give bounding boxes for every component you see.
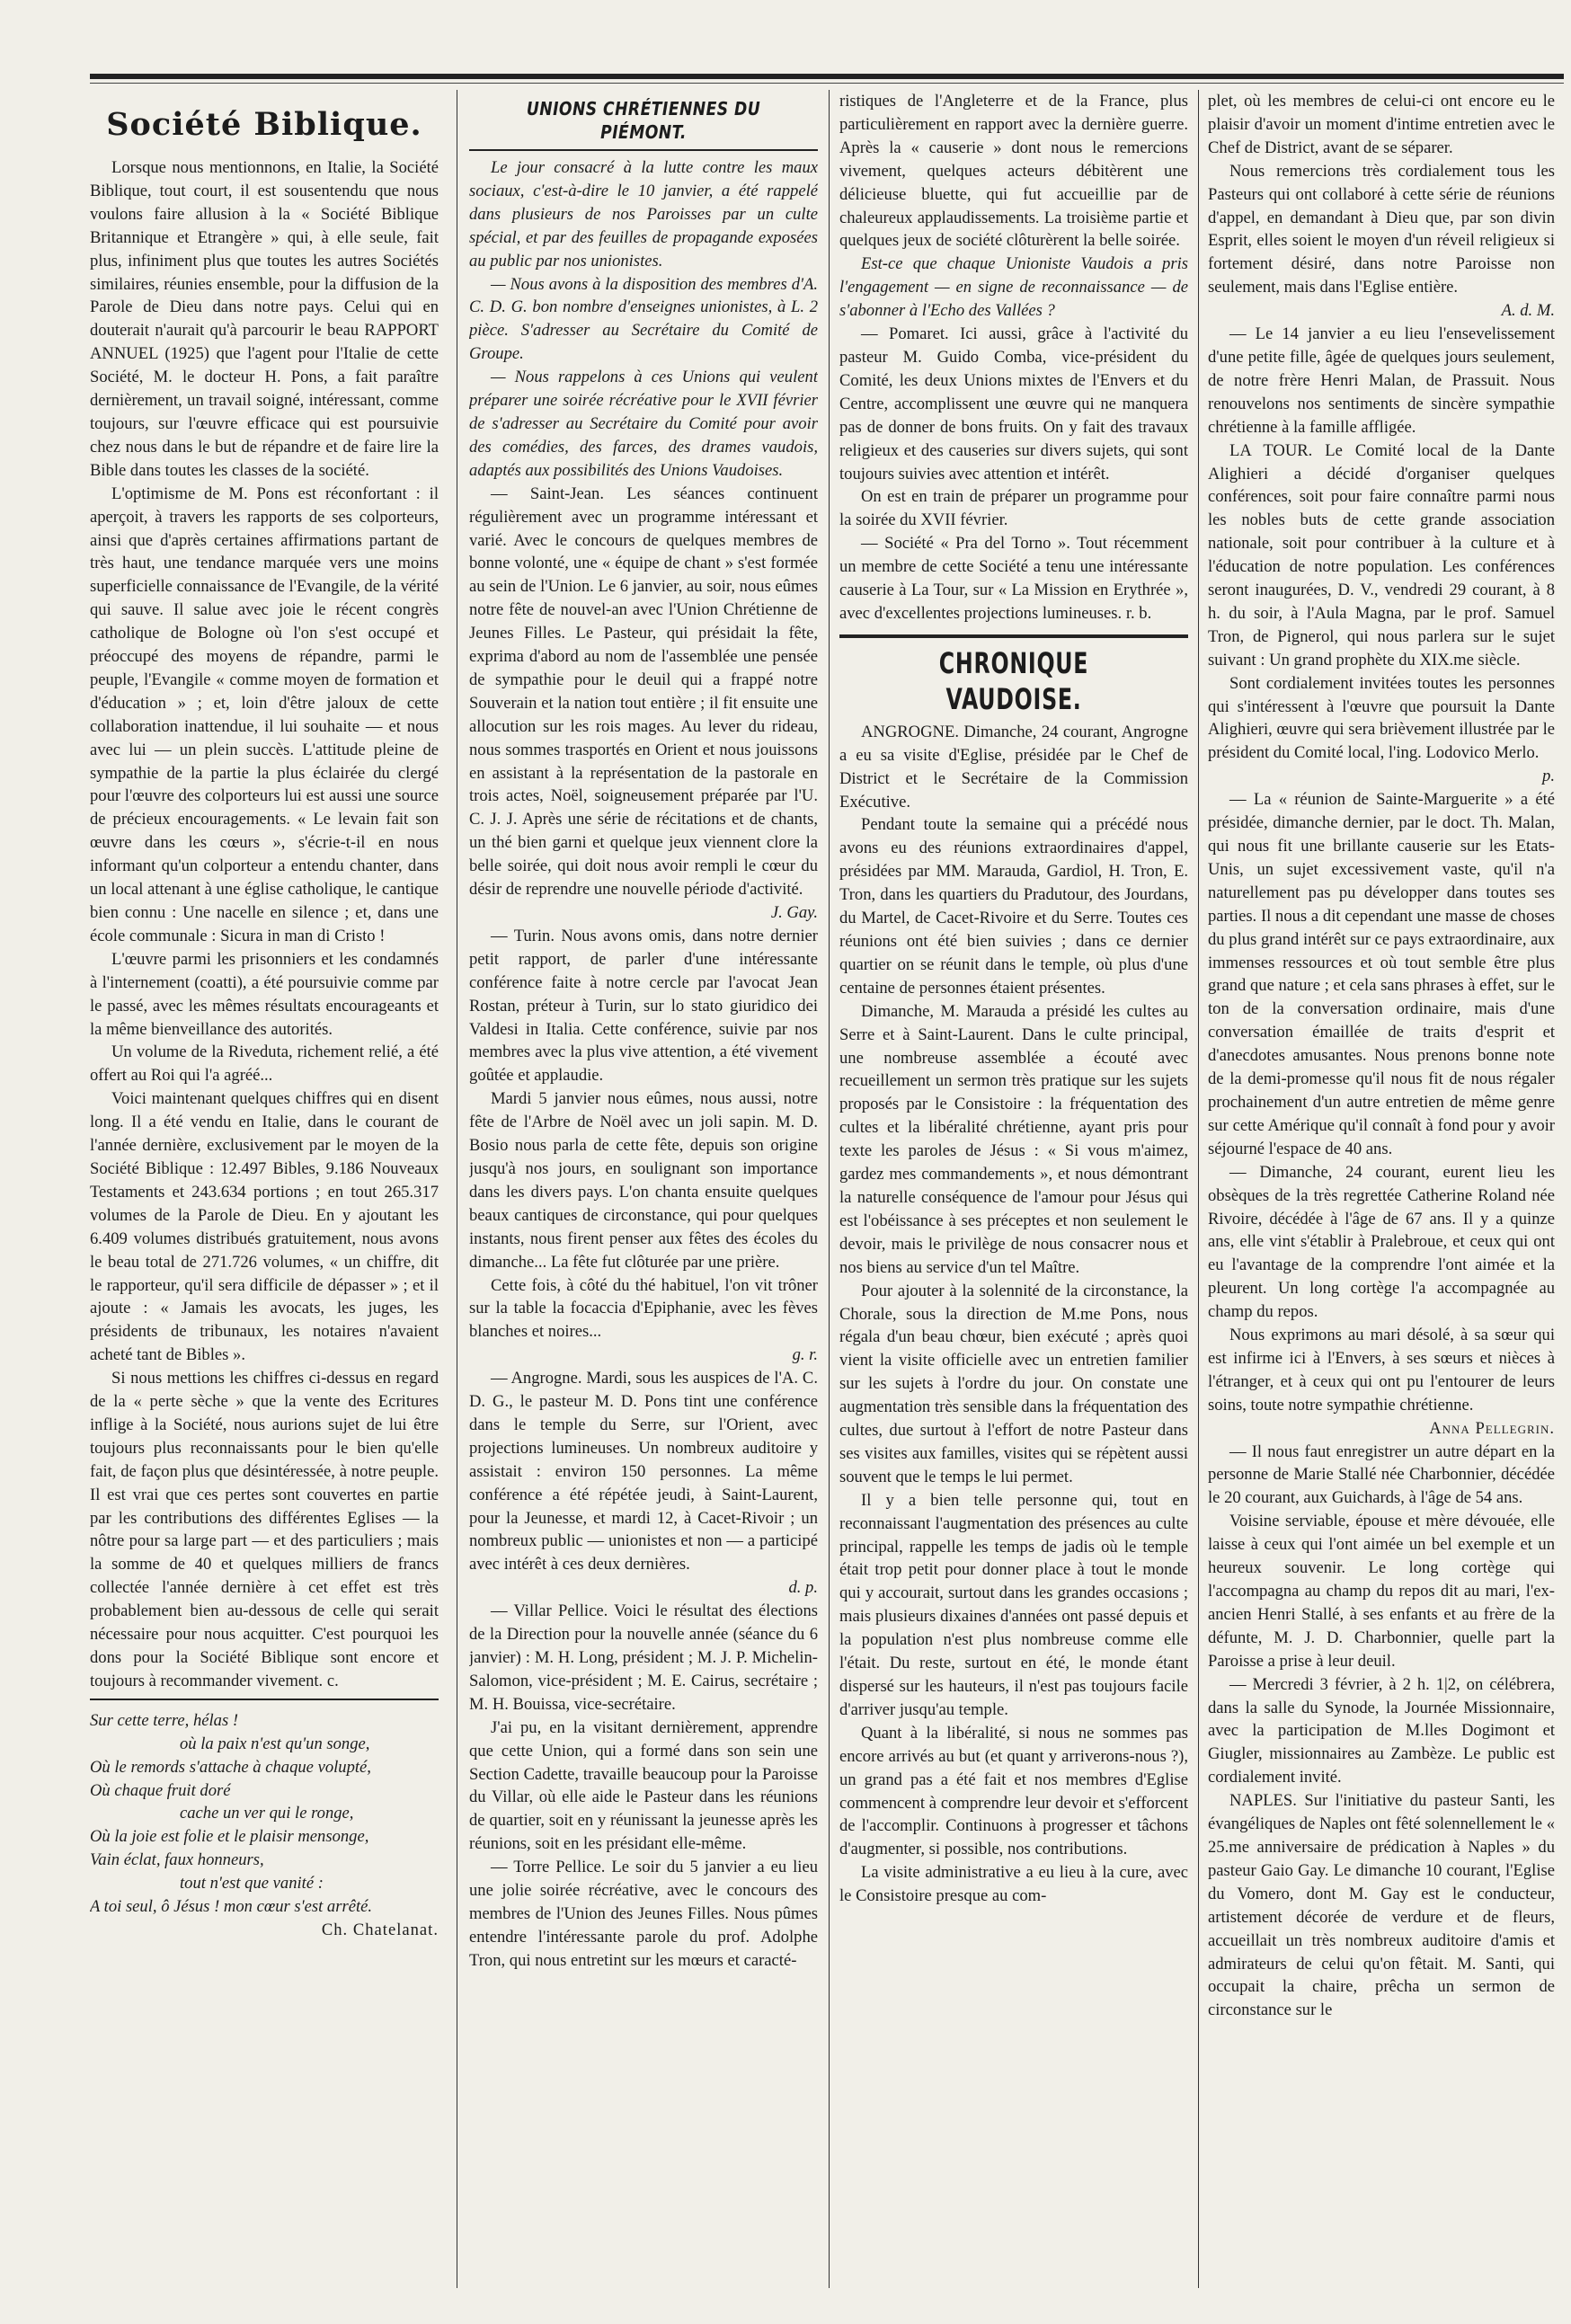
poem-author: Ch. Chatelanat.: [321, 1920, 439, 1939]
poem-line: A toi seul, ô Jésus ! mon cœur s'est arrêté.: [90, 1897, 373, 1917]
poem-line: Où le remords s'attache à chaque volupté,: [90, 1757, 371, 1777]
paragraph: Est-ce que chaque Unioniste Vaudois a pris l'engagement — en signe de reconnaissance — de s'abonner à l'Echo des Vallées ?: [839, 254, 1188, 321]
paragraph: plet, où les membres de celui-ci ont encore eu le plaisir d'avoir un moment d'intime entretien avec le Chef de District, avant de se séparer.: [1208, 92, 1555, 157]
paragraph: — Torre Pellice. Le soir du 5 janvier a eu lieu une jolie soirée récréative, avec le concours des membres de l'Union des Jeunes Filles. Nous pûmes entendre l'intéressante parole du prof. Adolphe Tron, qui nous entretint sur les mœurs et caracté-: [469, 1858, 818, 1970]
article-title-unions-chretiennes: UNIONS CHRÉTIENNES DU PIÉMONT.: [526, 98, 761, 143]
paragraph: — Pomaret. Ici aussi, grâce à l'activité du pasteur M. Guido Comba, vice-président du Comité, les deux Unions mixtes de l'Envers et du Centre, accomplissent une œuvre qui ne manquera pas de donner de bons fruits. On y fait des travaux religieux et des causeries sur divers sujets, qui sont toujours suivies avec attention et intérêt.: [839, 324, 1188, 483]
paragraph: Sont cordialement invitées toutes les personnes qui s'intéressent à l'œuvre que poursuit la Dante Alighieri, œuvre qui sera brièvement illustrée par le président du Comité local, l'ing. Lodovico Merlo.: [1208, 673, 1555, 763]
poem-line: Sur cette terre, hélas !: [90, 1710, 239, 1730]
paragraph: Nous exprimons au mari désolé, à sa sœur qui est infirme ici à l'Envers, à ses sœurs et nièces à l'étranger, et à ceux qui ont pu l'entourer de leurs soins, toute notre sympathie chrétienne.: [1208, 1326, 1555, 1415]
poem-line: où la paix n'est qu'un songe,: [180, 1734, 370, 1753]
poem-line: cache un ver qui le ronge,: [180, 1804, 354, 1823]
section-rule: [90, 1699, 439, 1700]
signature: p.: [1542, 767, 1555, 786]
paragraph: NAPLES. Sur l'initiative du pasteur Santi, les évangéliques de Naples ont fêté solennellement le « 25.me anniversaire de prédication à Naples » du pasteur Gaio Gay. Le dimanche 10 courant, l'Eglise du Vomero, dont M. Gay est le conducteur, artistement décorée de verdure et de fleurs, accueillait un très nombreux auditoire d'amis et admirateurs de celui qu'on fêtait. M. Santi, qui occupait la chaire, prêcha un sermon de circonstance sur le: [1208, 1791, 1555, 2020]
article-title-chronique-vaudoise: CHRONIQUE VAUDOISE.: [938, 645, 1089, 716]
paragraph: — Nous avons à la disposition des membres d'A. C. D. G. bon nombre d'enseignes unionistes, à L. 2 pièce. S'adresser au Secrétaire du Comité de Groupe.: [469, 274, 818, 364]
paragraph: Cette fois, à côté du thé habituel, l'on vit trôner sur la table la focaccia d'Epiphanie, avec les fèves blanches et noires...: [469, 1275, 818, 1342]
paragraph: Pour ajouter à la solennité de la circonstance, la Chorale, sous la direction de M.me Pons, nous régala d'un beau chœur, bien exécuté ; après quoi vient la visite officielle avec un entretien familier sur les sujets à l'ordre du jour. On constate une augmentation très sensible dans la fréquentation des cultes, due surtout à l'effort de notre Pasteur dans ses visites aux familles, visites qui se répètent aussi souvent que le temps le lui permet.: [839, 1281, 1188, 1486]
signature: J. Gay.: [770, 903, 818, 922]
paragraph: Un volume de la Riveduta, richement relié, a été offert au Roi qui l'a agréé...: [90, 1042, 439, 1086]
paragraph: — Société « Pra del Torno ». Tout récemment un membre de cette Société a tenu une intéressante causerie à La Tour, sur « La Mission en Erythrée », avec d'excellentes projections lumineuses. r. b.: [839, 534, 1188, 623]
paragraph: — Le 14 janvier a eu lieu l'ensevelissement d'une petite fille, âgée de quelques jours seulement, de notre frère Henri Malan, de Prassuit. Nous renouvelons nos sentiments de sincère sympathie chrétienne à la famille affligée.: [1208, 324, 1555, 437]
paragraph: ANGROGNE. Dimanche, 24 courant, Angrogne a eu sa visite d'Eglise, présidée par le Chef de District et le Secrétaire de la Commission Exécutive.: [839, 722, 1188, 812]
paragraph: L'optimisme de M. Pons est réconfortant : il aperçoit, à travers les rapports de ses colporteurs, ainsi que d'après certaines affirmations partant de très haut, une tendance marquée vers une moins superficielle connaissance de l'Evangile, de la vérité qui sauve. Il salue avec joie le récent congrès catholique de Bologne où l'on s'est occupé et préoccupé des moyens de répandre, parmi le peuple, l'Evangile « comme moyen de formation et d'éducation » ; et, loin d'être jaloux de cette collaboration inattendue, il lui souhaite — et nous avec lui — un plein succès. L'attitude pleine de sympathie de la partie la plus éclairée du clergé pour l'œuvre des colporteurs lui est aussi une source de précieux encouragements. « Le levain fait son œuvre dans les cœurs », s'écrie-t-il en nous informant qu'un colporteur a entendu chanter, dans un local attenant à une église catholique, le cantique bien connu : Une nacelle en silence ; et, dans une école communale : Sicura in man di Cristo !: [90, 483, 439, 945]
column-divider: [829, 90, 830, 2288]
paragraph: Il y a bien telle personne qui, tout en reconnaissant l'augmentation des présences au culte principal, rappelle les temps de jadis où le temple était trop petit pour donner place à tout le monde qui y accourait, surtout dans les grandes occasions ; mais plusieurs dixaines d'années ont passé depuis et la population n'est plus nombreuse comme elle l'était. Du reste, surtout en été, le monde étant dispersé sur les hauteurs, il n'est pas toujours facile d'arriver jusqu'au temple.: [839, 1490, 1188, 1719]
column-3: [839, 90, 1188, 2284]
paragraph: — Angrogne. Mardi, sous les auspices de l'A. C. D. G., le pasteur M. D. Pons tint une conférence dans le temple du Serre, sur l'Orient, avec projections lumineuses. Un nombreux auditoire y assistait : environ 150 personnes. La même conférence a été répétée jeudi, à Saint-Laurent, pour la Jeunesse, et mardi 12, à Cacet-Rivoir ; un nombreux public — unionistes et non — a participé avec intérêt à ces deux dernières.: [469, 1369, 818, 1574]
paragraph: Voici maintenant quelques chiffres qui en disent long. Il a été vendu en Italie, dans le courant de l'année dernière, exclusivement par le moyen de la Société Biblique : 12.497 Bibles, 9.186 Nouveaux Testaments et 243.634 portions ; en tout 265.317 volumes de la Parole de Dieu. En y ajoutant les 6.409 volumes distribués gratuitement, nous avons le beau total de 271.726 volumes, « un chiffre, dit le rapporteur, qu'il sera difficile de dépasser » ; et il ajoute : « Jamais les avocats, les juges, les présidents de tribunaux, les notaires n'avaient acheté tant de Bibles ».: [90, 1089, 439, 1365]
paragraph: ristiques de l'Angleterre et de la France, plus particulièrement en rapport avec la dernière guerre. Après la « causerie » dont nous le remercions vivement, quelques acteurs débitèrent une délicieuse bluette, qui fut accueillie par de chaleureux applaudissements. La troisième partie et quelques jeux de société clôturèrent la belle soirée.: [839, 92, 1188, 251]
paragraph: J'ai pu, en la visitant dernièrement, apprendre que cette Union, qui a formé dans son sein une Section Cadette, travaille beaucoup pour la Paroisse du Villar, où elle aide le Pasteur dans les réunions de quartier, soit en y réunissant la jeunesse après les réunions, soit en les présidant elle-même.: [469, 1717, 818, 1854]
paragraph: — Mercredi 3 février, à 2 h. 1|2, on célébrera, dans la salle du Synode, la Journée Missionnaire, avec la participation de M.lles Dogimont et Giugler, missionnaires au Zambèze. Le public est cordialement invité.: [1208, 1674, 1555, 1787]
section-rule: [839, 634, 1188, 638]
column-divider: [1198, 90, 1199, 2288]
poem-line: Vain éclat, faux honneurs,: [90, 1850, 264, 1870]
column-4: [1208, 90, 1555, 2284]
column-2: [469, 90, 818, 2284]
paragraph: Dimanche, M. Marauda a présidé les cultes au Serre et à Saint-Laurent. Dans le culte principal, une nombreuse assemblée a écouté avec recueillement un sermon très pratique sur les sujets proposés par le Consistoire : la fréquentation des cultes et la libéralité chrétienne, ayant pris pour texte les paroles de Jésus : « Si vous m'aimez, gardez mes commandements », et nous démontrant la naturelle conséquence de l'amour pour Jésus qui est l'obéissance à ses préceptes et non seulement le devoir, mais le privilège de nous consacrer nous et nos biens au service d'un tel Maître.: [839, 1001, 1188, 1277]
article-title-societe-biblique: Société Biblique.: [106, 106, 422, 143]
paragraph: — Nous rappelons à ces Unions qui veulent préparer une soirée récréative pour le XVII février de s'adresser au Secrétaire du Comité pour avoir des comédies, des farces, des drames vaudois, adaptés aux possibilités des Unions Vaudoises.: [469, 368, 818, 480]
poem: [90, 1709, 439, 1942]
paragraph: Lorsque nous mentionnons, en Italie, la Société Biblique, tout court, il est sousentendu que nous voulons faire allusion à la « Société Biblique Britannique et Etrangère » qui, à elle seule, fait plus, infiniment plus que toutes les autres Sociétés similaires, réunies ensemble, pour la diffusion de la Parole de Dieu dans notre pays. Celui qui en douterait n'aurait qu'à parcourir le beau RAPPORT ANNUEL (1925) que l'agent pour l'Italie de cette Société, M. le docteur H. Pons, a fait paraître dernièrement, un travail soigné, intéressant, comme toujours, sur l'œuvre efficace qui est poursuivie chez nous dans le but de répandre et de faire lire la Bible dans toutes les classes de la société.: [90, 158, 439, 480]
paragraph: — Dimanche, 24 courant, eurent lieu les obsèques de la très regrettée Catherine Roland née Rivoire, décédée à l'âge de 67 ans. Il y a quinze ans, elle vint s'établir à Pralebroue, et ceux qui ont eu l'avantage de la comprendre l'ont aimée et la pleurent. Un long cortège l'a accompagnée au champ du repos.: [1208, 1162, 1555, 1322]
paragraph: L'œuvre parmi les prisonniers et les condamnés à l'internement (coatti), a été poursuivie comme par le passé, avec les mêmes résultats encourageants et la même bienveillance des autorités.: [90, 949, 439, 1039]
poem-line: Où la joie est folie et le plaisir mensonge,: [90, 1827, 369, 1847]
signature: d. p.: [788, 1578, 818, 1598]
paragraph: La visite administrative a eu lieu à la cure, avec le Consistoire presque au com-: [839, 1863, 1188, 1906]
paragraph: Le jour consacré à la lutte contre les maux sociaux, c'est-à-dire le 10 janvier, a été rappelé dans plusieurs de nos Paroisses par un culte spécial, et par des feuilles de propagande exposées au public par nos unionistes.: [469, 158, 818, 271]
column-1: [90, 90, 439, 2284]
paragraph: — Saint-Jean. Les séances continuent régulièrement avec un programme intéressant et varié. Avec le concours de quelques membres de bonne volonté, une « équipe de chant » s'est formée au sein de l'Union. Le 6 janvier, au soir, nous eûmes notre fête de nouvel-an avec l'Union Chrétienne de Jeunes Filles. Le Pasteur, qui présidait la fête, exprima d'abord au nom de l'assemblée une pensée de sympathie pour le deuil qui a frappé notre Souverain et la nation tout entière ; il fit ensuite une allocution sur les rois mages. Au lever du rideau, nous sommes trasportés en Orient et nous jouissons en assistant à la représentation de la pastorale en trois actes, Noël, soigneusement préparée par l'U. C. J. J. Après une série de récitations et de chants, un thé bien garni et quelque jeux viennent clore la belle soirée, qui doit nous avoir rempli le cœur du désir de reprendre une nouvelle période d'activité.: [469, 483, 818, 900]
paragraph: Quant à la libéralité, si nous ne sommes pas encore arrivés au but (et quant y arriverons-nous ?), un grand pas a été fait et nos membres d'Eglise commencent à comprendre leur devoir et s'efforcent de l'accomplir. Continuons à progresser et tâchons d'augmenter, si possible, nos contributions.: [839, 1723, 1188, 1859]
signature: Anna Pellegrin.: [1429, 1418, 1555, 1438]
poem-line: tout n'est que vanité :: [180, 1874, 324, 1894]
paragraph: Nous remercions très cordialement tous les Pasteurs qui ont collaboré à cette série de réunions d'appel, en demandant à Dieu que, par son divin Esprit, elles soient le moyen d'un réveil religieux si fortement désiré, dans notre Paroisse non seulement, mais dans l'Eglise entière.: [1208, 161, 1555, 297]
top-rule: [90, 74, 1564, 79]
paragraph: — La « réunion de Sainte-Marguerite » a été présidée, dimanche dernier, par le doct. Th. Malan, qui nous fit une brillante causerie sur les Etats-Unis, un sujet excessivement vaste, qu'il n'a naturellement pas pu développer dans toutes ses parties. Il nous a dit cependant une masse de choses du plus grand intérêt sur ce pays extraordinaire, aux immenses ressources et où tout semble être plus grand que nature ; et cela sans phrases à effet, sur le ton de la conversation ordinaire, mais d'une conversation émaillée de traits d'esprit et d'anecdotes amusantes. Nous prenons bonne note de la demi-promesse qu'il nous fit de nous régaler prochainement d'un autre entretien de même genre sur cette Amérique qu'il connaît à fond pour y avoir séjourné l'espace de 40 ans.: [1208, 790, 1555, 1158]
paragraph: — Turin. Nous avons omis, dans notre dernier petit rapport, de parler d'une intéressante conférence faite à notre cercle par l'avocat Jean Rostan, préteur à Turin, sur lo stato giuridico dei Valdesi in Italia. Cette conférence, suivie par nos membres avec la plus vive attention, a été vivement goûtée et applaudie.: [469, 926, 818, 1086]
paragraph: Voisine serviable, épouse et mère dévouée, elle laisse à ceux qui l'ont aimée un bel exemple et un heureux souvenir. Le long cortège qui l'accompagna au champ du repos dit au mari, l'ex-ancien Henri Stallé, à ses enfants et au frère de la défunte, M. J. D. Charbonnier, quelle part la Paroisse a prise à leur deuil.: [1208, 1512, 1555, 1671]
poem-line: Où chaque fruit doré: [90, 1780, 231, 1800]
signature: g. r.: [792, 1345, 818, 1365]
paragraph: Si nous mettions les chiffres ci-dessus en regard de la « perte sèche » que la vente des Ecritures inflige à la Société, nous aurions sujet de lui être toujours plus reconnaissants pour le bien qu'elle fait, de façon plus que désintéressée, à notre peuple. Il est vrai que ces pertes sont couvertes en partie par les contributions des différentes Eglises — la nôtre pour sa large part — et des particuliers ; mais la somme de 40 et quelques milliers de francs collectée l'année dernière à cet effet est très probablement bien au-dessous de celle qui serait nécessaire pour nous acquitter. C'est pourquoi les dons pour la Société Biblique sont encore et toujours à recommander vivement. c.: [90, 1369, 439, 1690]
paragraph: Mardi 5 janvier nous eûmes, nous aussi, notre fête de l'Arbre de Noël avec un joli sapin. M. D. Bosio nous parla de cette fête, depuis son origine jusqu'à nos jours, en soulignant son importance dans les divers pays. L'on chanta ensuite quelques beaux cantiques de circonstance, qui pour quelques instants, nous firent penser aux fêtes des écoles du dimanche... La fête fut clôturée par une prière.: [469, 1089, 818, 1272]
paragraph: Pendant toute la semaine qui a précédé nous avons eu des réunions extraordinaires d'appel, présidées par MM. Marauda, Gardiol, H. Tron, E. Tron, dans les quartiers du Pradutour, des Jourdans, du Martel, de Cacet-Rivoire et du Serre. Toutes ces réunions ont été bien suivies ; dans ce dernier quartier on se réunit dans le temple, où plus d'une centaine de personnes étaient présentes.: [839, 815, 1188, 998]
signature: A. d. M.: [1501, 301, 1555, 321]
title-rule: [469, 149, 818, 151]
top-rule-thin: [90, 83, 1564, 84]
paragraph: On est en train de préparer un programme pour la soirée du XVII février.: [839, 487, 1188, 530]
paragraph: — Il nous faut enregistrer un autre départ en la personne de Marie Stallé née Charbonnier, décédée le 20 courant, aux Guichards, à l'âge de 54 ans.: [1208, 1441, 1555, 1508]
paragraph: LA TOUR. Le Comité local de la Dante Alighieri a décidé d'organiser quelques conférences, soit pour faire connaître parmi nous les nobles buts de cette grande association nationale, soit pour contribuer à la culture et à l'éducation de notre population. Les conférences seront inaugurées, D. V., vendredi 29 courant, à 8 h. du soir, à l'Aula Magna, par le prof. Samuel Tron, de Pignerol, qui nous parlera sur le sujet suivant : Un grand prophète du XIX.me siècle.: [1208, 440, 1555, 670]
paragraph: — Villar Pellice. Voici le résultat des élections de la Direction pour la nouvelle année (séance du 6 janvier) : M. H. Long, président ; M. J. P. Michelin-Salomon, vice-président ; M. E. Cairus, secrétaire ; M. H. Bouissa, vice-secrétaire.: [469, 1601, 818, 1714]
